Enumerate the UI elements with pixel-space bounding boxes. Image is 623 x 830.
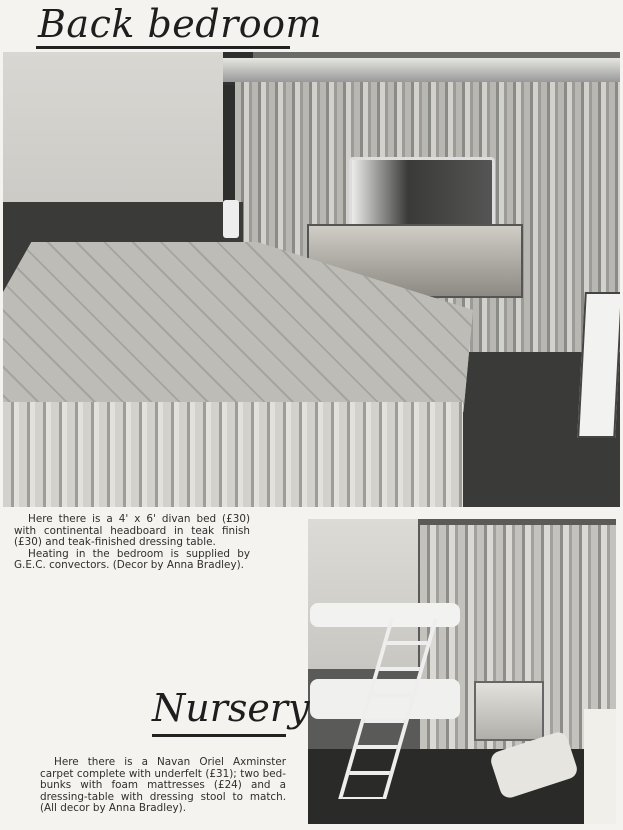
section-title-nursery: Nursery: [152, 686, 310, 730]
photo-convector-heater: [577, 292, 620, 438]
back-bedroom-caption: [14, 514, 250, 572]
caption-paragraph: Here there is a 4' x 6' divan bed (£30) with continental headboard in teak finish (£30) and teak-finished dressing table.: [14, 513, 250, 549]
photo-bed-valance: [3, 402, 463, 507]
back-bedroom-photo: [3, 52, 620, 507]
photo-upper-bunk: [310, 603, 460, 627]
photo-dressing-table-edge: [584, 709, 616, 824]
title-underline: [152, 734, 286, 737]
title-underline: [36, 46, 290, 49]
photo-wall-lamp: [223, 200, 239, 238]
photo-heater: [474, 681, 544, 741]
photo-curtain-pelmet: [223, 58, 620, 85]
section-title-back-bedroom: Back bedroom: [38, 2, 323, 46]
photo-mirror: [349, 157, 495, 231]
nursery-caption: [40, 757, 286, 815]
nursery-photo: [308, 519, 616, 824]
caption-paragraph: Here there is a Navan Oriel Axminster carpet complete with underfelt (£31); two bed-bunks with foam mattresses (£24) and a dressing-table with dressing stool to match. (All decor by Anna Bradley).: [40, 756, 286, 815]
caption-paragraph: Heating in the bedroom is supplied by G.E.C. convectors. (Decor by Anna Bradley).: [14, 547, 250, 572]
